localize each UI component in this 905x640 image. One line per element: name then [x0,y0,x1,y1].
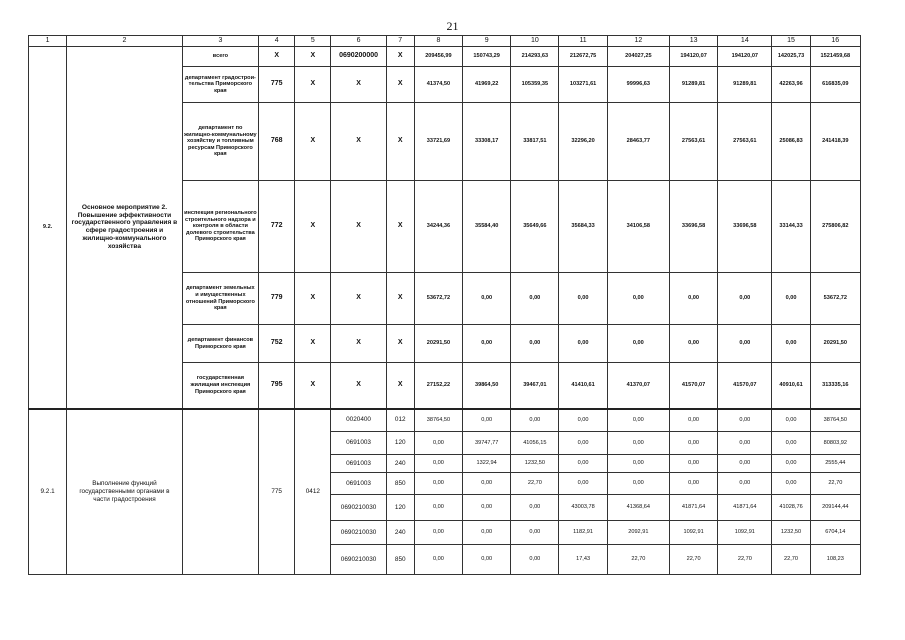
amount-cell: 27563,61 [718,103,772,181]
amount-cell: 41969,22 [463,67,511,103]
amount-cell: 38764,50 [810,409,860,432]
grbs-code: 795 [259,363,295,409]
amount-cell: 1092,91 [718,521,772,545]
amount-cell: 41368,64 [607,495,669,521]
amount-cell: 22,70 [511,473,559,495]
item-number: 9.2.1 [29,409,67,575]
section-code: X [295,103,331,181]
organization-name: департамент градострои-тельства Приморского края [182,67,258,103]
amount-cell: 0,00 [718,473,772,495]
amount-cell: 0,00 [772,432,810,455]
amount-cell: 1092,91 [669,521,717,545]
amount-cell: 0,00 [414,495,462,521]
amount-cell: 39864,50 [463,363,511,409]
amount-cell: 41028,76 [772,495,810,521]
amount-cell: 0,00 [463,495,511,521]
amount-cell: 33696,58 [669,181,717,273]
amount-cell: 6704,14 [810,521,860,545]
amount-cell: 0,00 [718,325,772,363]
target-code: 0691003 [331,432,386,455]
amount-cell: 0,00 [607,432,669,455]
amount-cell: 41056,15 [511,432,559,455]
amount-cell: 194120,07 [718,47,772,67]
measure-title: Основное мероприятие 2. Повышение эффективности государственного управления в сфере градостроения и жилищно-коммунального хозяйства [67,47,183,409]
amount-cell: 0,00 [463,521,511,545]
amount-cell: 53672,72 [414,273,462,325]
amount-cell: 204027,25 [607,47,669,67]
grbs-code: 779 [259,273,295,325]
amount-cell: 35649,66 [511,181,559,273]
amount-cell: 209456,99 [414,47,462,67]
target-code: X [331,273,386,325]
amount-cell: 142025,73 [772,47,810,67]
amount-cell: 0,00 [511,495,559,521]
amount-cell: 209144,44 [810,495,860,521]
amount-cell: 32296,20 [559,103,607,181]
grbs-code: X [259,47,295,67]
expense-type-code: X [386,47,414,67]
amount-cell: 1322,94 [463,455,511,473]
table-row [29,47,861,67]
amount-cell: 0,00 [772,409,810,432]
amount-cell: 80803,92 [810,432,860,455]
amount-cell: 0,00 [559,473,607,495]
target-code: 0691003 [331,473,386,495]
amount-cell: 313335,16 [810,363,860,409]
amount-cell: 0,00 [718,409,772,432]
amount-cell: 41570,07 [669,363,717,409]
amount-cell: 0,00 [463,325,511,363]
amount-cell: 0,00 [607,455,669,473]
target-code: 0690210030 [331,521,386,545]
grbs-code: 752 [259,325,295,363]
amount-cell: 22,70 [718,545,772,575]
target-code: X [331,181,386,273]
amount-cell: 150743,29 [463,47,511,67]
section-code: X [295,47,331,67]
amount-cell: 39747,77 [463,432,511,455]
amount-cell: 20291,50 [810,325,860,363]
target-code: X [331,103,386,181]
amount-cell: 0,00 [463,545,511,575]
amount-cell: 42263,96 [772,67,810,103]
amount-cell: 22,70 [772,545,810,575]
amount-cell: 0,00 [669,432,717,455]
expense-type-code: 850 [386,473,414,495]
expense-type-code: X [386,181,414,273]
amount-cell: 34244,36 [414,181,462,273]
amount-cell: 105359,35 [511,67,559,103]
expense-type-code: 120 [386,432,414,455]
target-code: 0020400 [331,409,386,432]
amount-cell: 0,00 [414,473,462,495]
amount-cell: 214293,63 [511,47,559,67]
header-row [29,36,861,47]
amount-cell: 27152,22 [414,363,462,409]
amount-cell: 39467,01 [511,363,559,409]
amount-cell: 35584,40 [463,181,511,273]
amount-cell: 22,70 [607,545,669,575]
target-code: 0691003 [331,455,386,473]
column-number: 3 [182,36,258,47]
budget-table [28,35,861,575]
target-code: 0690210030 [331,545,386,575]
measure-title: Выполнение функций государственными органами в части градостроения [67,409,183,575]
amount-cell: 33144,33 [772,181,810,273]
amount-cell: 0,00 [511,409,559,432]
column-number: 2 [67,36,183,47]
amount-cell: 0,00 [414,545,462,575]
organization-name: инспекция регионального строительного надзора и контроля в области долевого строительства Приморского края [182,181,258,273]
amount-cell: 38764,50 [414,409,462,432]
amount-cell: 27563,61 [669,103,717,181]
amount-cell: 0,00 [669,273,717,325]
amount-cell: 194120,07 [669,47,717,67]
amount-cell: 41370,07 [607,363,669,409]
amount-cell: 616835,09 [810,67,860,103]
organization-name: государственная жилищная инспекция Приморского края [182,363,258,409]
section-code: X [295,273,331,325]
amount-cell: 0,00 [718,455,772,473]
amount-cell: 0,00 [463,473,511,495]
expense-type-code: X [386,67,414,103]
expense-type-code: 120 [386,495,414,521]
amount-cell: 1232,50 [772,521,810,545]
page-number: 21 [446,19,459,33]
column-number: 9 [463,36,511,47]
amount-cell: 0,00 [772,455,810,473]
table-row [29,409,861,432]
amount-cell: 0,00 [463,409,511,432]
column-number: 13 [669,36,717,47]
amount-cell: 2092,91 [607,521,669,545]
column-number: 6 [331,36,386,47]
column-number: 5 [295,36,331,47]
amount-cell: 0,00 [414,432,462,455]
amount-cell: 0,00 [718,273,772,325]
amount-cell: 41871,64 [718,495,772,521]
amount-cell: 41570,07 [718,363,772,409]
organization-name: департамент финансов Приморского края [182,325,258,363]
target-code: X [331,67,386,103]
amount-cell: 0,00 [669,409,717,432]
grbs-code: 768 [259,103,295,181]
amount-cell: 17,43 [559,545,607,575]
expense-type-code: X [386,273,414,325]
amount-cell: 91289,81 [669,67,717,103]
amount-cell: 0,00 [559,455,607,473]
amount-cell: 0,00 [414,521,462,545]
amount-cell: 0,00 [559,432,607,455]
amount-cell: 2555,44 [810,455,860,473]
organization-name: департамент по жилищно-коммунальному хозяйству и топливным ресурсам Приморского края [182,103,258,181]
column-number: 11 [559,36,607,47]
grbs-code: 775 [259,67,295,103]
organization-name: всего [182,47,258,67]
amount-cell: 212672,75 [559,47,607,67]
amount-cell: 0,00 [772,473,810,495]
column-number: 4 [259,36,295,47]
expense-type-code: 012 [386,409,414,432]
expense-type-code: X [386,103,414,181]
amount-cell: 1521459,68 [810,47,860,67]
target-code: X [331,363,386,409]
amount-cell: 0,00 [669,455,717,473]
organization-name: департамент земельных и имущественных отношений Приморского края [182,273,258,325]
amount-cell: 0,00 [559,409,607,432]
column-number: 14 [718,36,772,47]
amount-cell: 0,00 [511,273,559,325]
organization-name [182,409,258,575]
amount-cell: 22,70 [810,473,860,495]
amount-cell: 0,00 [607,325,669,363]
amount-cell: 0,00 [559,325,607,363]
amount-cell: 108,23 [810,545,860,575]
grbs-code: 775 [259,409,295,575]
amount-cell: 0,00 [463,273,511,325]
amount-cell: 0,00 [669,325,717,363]
amount-cell: 0,00 [772,325,810,363]
amount-cell: 22,70 [669,545,717,575]
amount-cell: 33696,58 [718,181,772,273]
target-code: 0690200000 [331,47,386,67]
amount-cell: 33721,69 [414,103,462,181]
column-number: 10 [511,36,559,47]
amount-cell: 34106,58 [607,181,669,273]
grbs-code: 772 [259,181,295,273]
amount-cell: 35684,33 [559,181,607,273]
amount-cell: 0,00 [511,521,559,545]
amount-cell: 0,00 [414,455,462,473]
amount-cell: 0,00 [718,432,772,455]
section-code: 0412 [295,409,331,575]
column-number: 8 [414,36,462,47]
amount-cell: 103271,61 [559,67,607,103]
amount-cell: 275806,82 [810,181,860,273]
amount-cell: 20291,50 [414,325,462,363]
expense-type-code: 240 [386,455,414,473]
amount-cell: 43003,78 [559,495,607,521]
amount-cell: 99996,63 [607,67,669,103]
amount-cell: 0,00 [607,473,669,495]
amount-cell: 0,00 [772,273,810,325]
section-code: X [295,325,331,363]
amount-cell: 25086,83 [772,103,810,181]
target-code: 0690210030 [331,495,386,521]
column-number: 1 [29,36,67,47]
amount-cell: 41374,50 [414,67,462,103]
amount-cell: 1182,91 [559,521,607,545]
target-code: X [331,325,386,363]
section-code: X [295,181,331,273]
amount-cell: 0,00 [607,273,669,325]
amount-cell: 0,00 [511,325,559,363]
amount-cell: 41410,61 [559,363,607,409]
column-number: 12 [607,36,669,47]
expense-type-code: X [386,363,414,409]
section-code: X [295,67,331,103]
section-code: X [295,363,331,409]
amount-cell: 40910,61 [772,363,810,409]
amount-cell: 91289,81 [718,67,772,103]
expense-type-code: 850 [386,545,414,575]
amount-cell: 33308,17 [463,103,511,181]
column-number: 15 [772,36,810,47]
column-number: 7 [386,36,414,47]
expense-type-code: 240 [386,521,414,545]
amount-cell: 28463,77 [607,103,669,181]
amount-cell: 1232,50 [511,455,559,473]
amount-cell: 0,00 [669,473,717,495]
column-number: 16 [810,36,860,47]
amount-cell: 33817,51 [511,103,559,181]
amount-cell: 53672,72 [810,273,860,325]
expense-type-code: X [386,325,414,363]
item-number: 9.2. [29,47,67,409]
amount-cell: 241418,39 [810,103,860,181]
amount-cell: 0,00 [511,545,559,575]
amount-cell: 0,00 [559,273,607,325]
amount-cell: 0,00 [607,409,669,432]
amount-cell: 41871,64 [669,495,717,521]
